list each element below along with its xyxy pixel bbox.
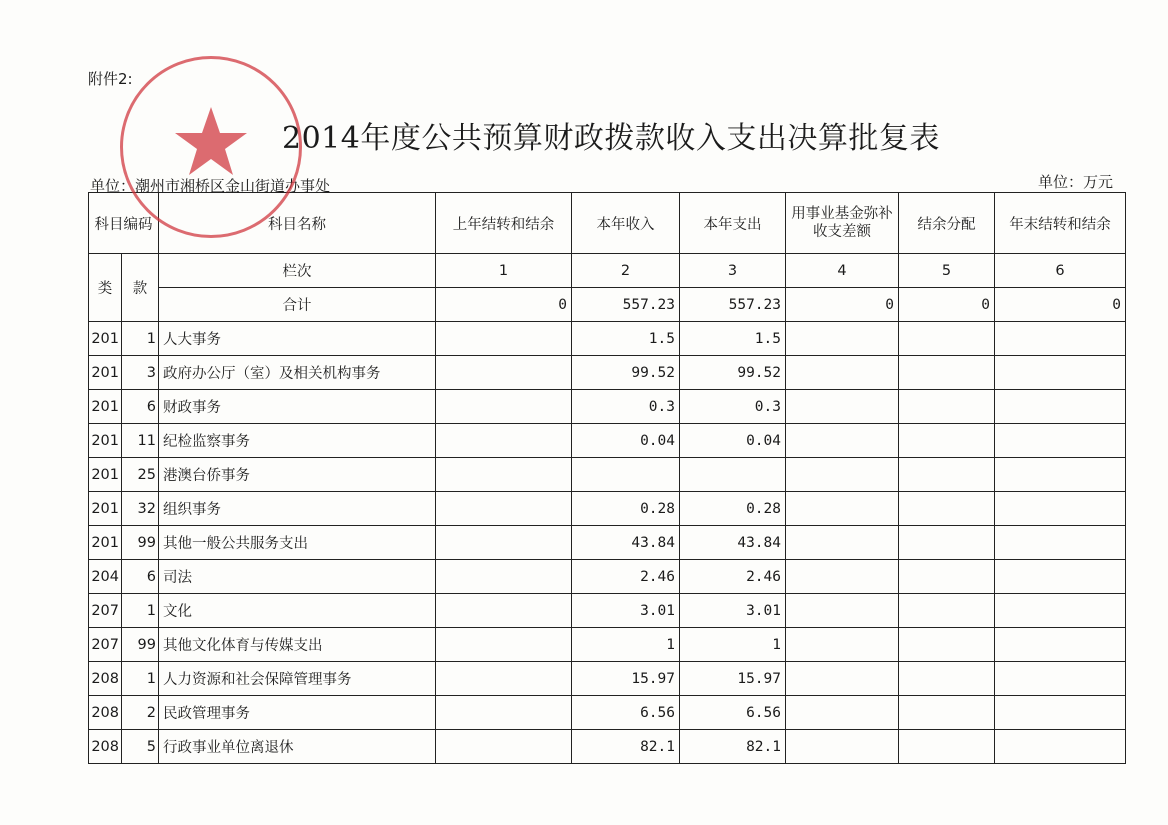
row-c5: [899, 322, 995, 356]
row-c4: [786, 390, 899, 424]
col-number-2: 2: [572, 254, 680, 288]
row-kuan: 32: [122, 492, 159, 526]
col-number-4: 4: [786, 254, 899, 288]
row-c5: [899, 730, 995, 764]
row-c2: 15.97: [572, 662, 680, 696]
row-kuan: 5: [122, 730, 159, 764]
row-c6: [995, 594, 1126, 628]
row-c1: [436, 424, 572, 458]
attachment-label: 附件2:: [88, 70, 133, 88]
row-c6: [995, 730, 1126, 764]
header-lei: 类: [89, 254, 122, 322]
row-c1: [436, 492, 572, 526]
row-c3: [680, 458, 786, 492]
seal-star-icon: [175, 107, 247, 175]
row-c4: [786, 662, 899, 696]
row-c2: 43.84: [572, 526, 680, 560]
row-c6: [995, 356, 1126, 390]
header-kuan: 款: [122, 254, 159, 322]
row-c6: [995, 458, 1126, 492]
row-c5: [899, 628, 995, 662]
table-row: [89, 526, 1126, 560]
table-row: [89, 424, 1126, 458]
unit-name: 单位：潮州市湘桥区金山街道办事处: [90, 177, 331, 195]
row-c4: [786, 458, 899, 492]
page-title: 2014年度公共预算财政拨款收入支出决算批复表: [282, 121, 940, 156]
row-c2: 2.46: [572, 560, 680, 594]
row-c3: 2.46: [680, 560, 786, 594]
row-lei: 201: [89, 526, 122, 560]
table-row: [89, 696, 1126, 730]
row-c3: 99.52: [680, 356, 786, 390]
row-c2: 0.28: [572, 492, 680, 526]
row-c3: 0.04: [680, 424, 786, 458]
col-number-3: 3: [680, 254, 786, 288]
row-c6: [995, 696, 1126, 730]
header-col5: 结余分配: [899, 193, 995, 254]
row-c1: [436, 356, 572, 390]
row-c4: [786, 560, 899, 594]
row-c6: [995, 390, 1126, 424]
row-name: 政府办公厅（室）及相关机构事务: [159, 356, 436, 390]
row-kuan: 99: [122, 628, 159, 662]
table-row: [89, 662, 1126, 696]
row-c5: [899, 560, 995, 594]
row-c5: [899, 458, 995, 492]
row-c3: 1: [680, 628, 786, 662]
row-kuan: 99: [122, 526, 159, 560]
header-code: 科目编码: [89, 193, 159, 254]
row-lei: 208: [89, 696, 122, 730]
row-c4: [786, 492, 899, 526]
row-c3: 43.84: [680, 526, 786, 560]
row-name: 财政事务: [159, 390, 436, 424]
row-c2: [572, 458, 680, 492]
header-col2: 本年收入: [572, 193, 680, 254]
header-col6: 年末结转和结余: [995, 193, 1126, 254]
total-c6: 0: [995, 288, 1126, 322]
header-row: [89, 193, 1126, 254]
total-c4: 0: [786, 288, 899, 322]
table-row: [89, 730, 1126, 764]
row-lei: 208: [89, 730, 122, 764]
row-kuan: 2: [122, 696, 159, 730]
row-lei: 204: [89, 560, 122, 594]
row-c1: [436, 662, 572, 696]
row-name: 民政管理事务: [159, 696, 436, 730]
row-c2: 1: [572, 628, 680, 662]
row-c3: 15.97: [680, 662, 786, 696]
row-name: 其他一般公共服务支出: [159, 526, 436, 560]
row-c5: [899, 696, 995, 730]
row-name: 司法: [159, 560, 436, 594]
total-row: [89, 288, 1126, 322]
row-name: 人大事务: [159, 322, 436, 356]
row-c3: 6.56: [680, 696, 786, 730]
row-name: 文化: [159, 594, 436, 628]
table-row: [89, 628, 1126, 662]
row-name: 纪检监察事务: [159, 424, 436, 458]
header-name: 科目名称: [159, 193, 436, 254]
header-col1: 上年结转和结余: [436, 193, 572, 254]
row-name: 组织事务: [159, 492, 436, 526]
row-lei: 201: [89, 356, 122, 390]
total-c5: 0: [899, 288, 995, 322]
row-c6: [995, 628, 1126, 662]
row-lei: 201: [89, 424, 122, 458]
row-lei: 207: [89, 594, 122, 628]
row-c2: 0.04: [572, 424, 680, 458]
row-c1: [436, 390, 572, 424]
row-c4: [786, 322, 899, 356]
row-kuan: 1: [122, 594, 159, 628]
row-c2: 3.01: [572, 594, 680, 628]
header-col4: 用事业基金弥补收支差额: [786, 193, 899, 254]
budget-table: [88, 192, 1126, 764]
table-row: [89, 390, 1126, 424]
row-c1: [436, 730, 572, 764]
row-name: 人力资源和社会保障管理事务: [159, 662, 436, 696]
table-row: [89, 492, 1126, 526]
row-c6: [995, 526, 1126, 560]
row-kuan: 6: [122, 560, 159, 594]
row-c5: [899, 526, 995, 560]
row-name: 行政事业单位离退休: [159, 730, 436, 764]
row-c4: [786, 628, 899, 662]
table-row: [89, 560, 1126, 594]
row-c5: [899, 356, 995, 390]
row-c5: [899, 594, 995, 628]
row-lei: 201: [89, 322, 122, 356]
column-number-row: [89, 254, 1126, 288]
row-kuan: 25: [122, 458, 159, 492]
row-lei: 201: [89, 458, 122, 492]
row-c1: [436, 458, 572, 492]
col-number-1: 1: [436, 254, 572, 288]
row-name: 港澳台侨事务: [159, 458, 436, 492]
row-c5: [899, 424, 995, 458]
table-row: [89, 356, 1126, 390]
row-c4: [786, 696, 899, 730]
total-c3: 557.23: [680, 288, 786, 322]
table-row: [89, 594, 1126, 628]
row-c4: [786, 526, 899, 560]
row-c4: [786, 594, 899, 628]
col-number-5: 5: [899, 254, 995, 288]
row-c2: 1.5: [572, 322, 680, 356]
col-number-6: 6: [995, 254, 1126, 288]
row-c6: [995, 560, 1126, 594]
row-c3: 0.3: [680, 390, 786, 424]
row-c4: [786, 356, 899, 390]
row-kuan: 6: [122, 390, 159, 424]
row-c4: [786, 730, 899, 764]
row-lei: 201: [89, 390, 122, 424]
row-kuan: 11: [122, 424, 159, 458]
row-c1: [436, 594, 572, 628]
row-lei: 207: [89, 628, 122, 662]
total-label: 合计: [159, 288, 436, 322]
row-kuan: 1: [122, 322, 159, 356]
row-lei: 201: [89, 492, 122, 526]
row-name: 其他文化体育与传媒支出: [159, 628, 436, 662]
currency-unit: 单位：万元: [1038, 173, 1114, 191]
row-c1: [436, 560, 572, 594]
row-c3: 1.5: [680, 322, 786, 356]
header-lanci: 栏次: [159, 254, 436, 288]
row-c1: [436, 526, 572, 560]
row-c2: 82.1: [572, 730, 680, 764]
total-c1: 0: [436, 288, 572, 322]
row-c1: [436, 322, 572, 356]
row-c3: 3.01: [680, 594, 786, 628]
row-kuan: 3: [122, 356, 159, 390]
total-c2: 557.23: [572, 288, 680, 322]
row-c2: 0.3: [572, 390, 680, 424]
row-c3: 82.1: [680, 730, 786, 764]
row-lei: 208: [89, 662, 122, 696]
row-c6: [995, 662, 1126, 696]
row-c6: [995, 424, 1126, 458]
table-row: [89, 458, 1126, 492]
row-c1: [436, 628, 572, 662]
row-c5: [899, 662, 995, 696]
row-c6: [995, 322, 1126, 356]
row-c1: [436, 696, 572, 730]
row-c5: [899, 390, 995, 424]
row-c4: [786, 424, 899, 458]
row-c2: 6.56: [572, 696, 680, 730]
table-row: [89, 322, 1126, 356]
row-c3: 0.28: [680, 492, 786, 526]
row-kuan: 1: [122, 662, 159, 696]
row-c2: 99.52: [572, 356, 680, 390]
row-c5: [899, 492, 995, 526]
header-col3: 本年支出: [680, 193, 786, 254]
row-c6: [995, 492, 1126, 526]
